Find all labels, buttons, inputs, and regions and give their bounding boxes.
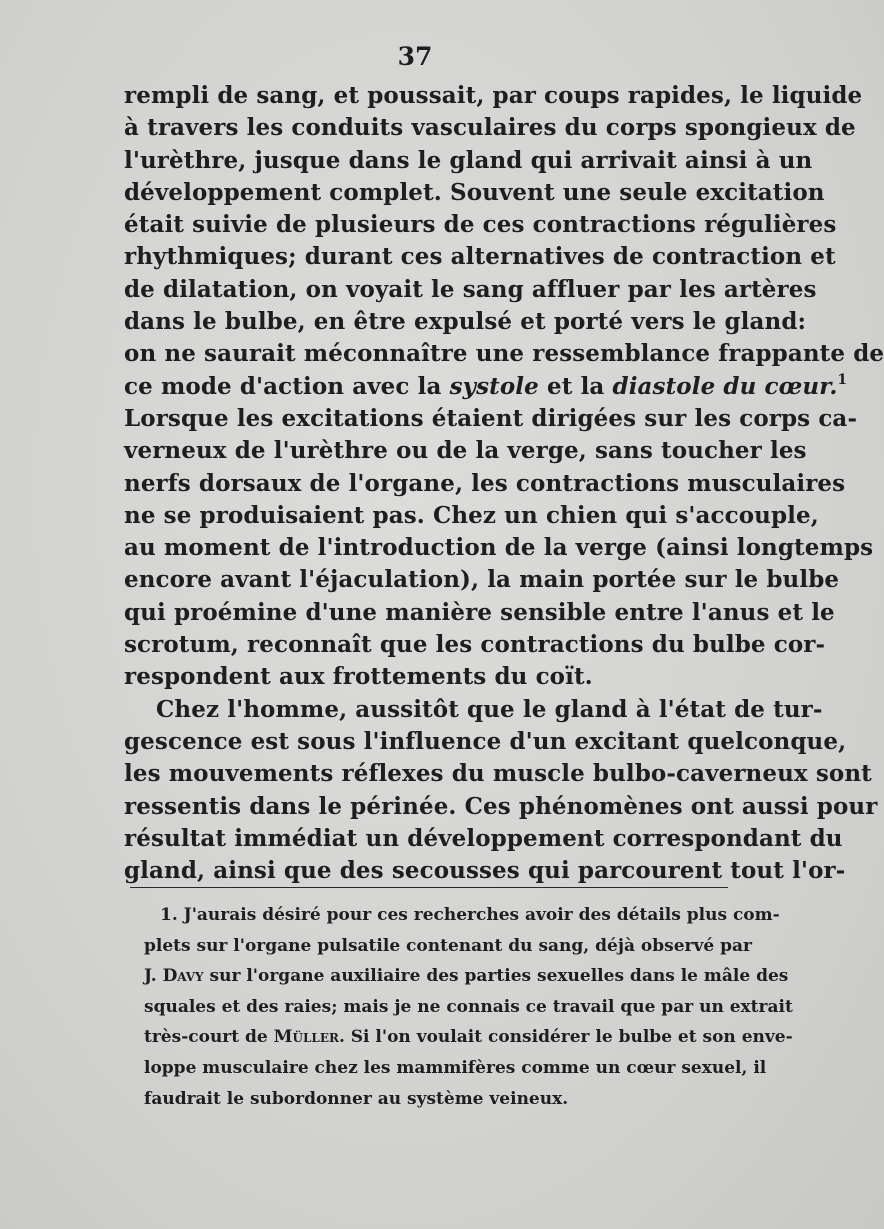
footnote-line xyxy=(144,1022,793,1053)
author-name-davy: Davy xyxy=(162,966,204,987)
italic-systole: systole xyxy=(449,372,539,400)
text-segment: J. xyxy=(144,966,163,987)
text-line: respondent aux frottements du coït. xyxy=(124,663,593,691)
text-line: les mouvements réflexes du muscle bulbo-caverneux sont xyxy=(124,760,872,788)
footnote-line: squales et des raies; mais je ne connais ce travail que par un extrait xyxy=(144,996,793,1017)
author-name-muller: Müller xyxy=(273,1027,339,1048)
text-line: l'urèthre, jusque dans le gland qui arrivait ainsi à un xyxy=(124,146,813,174)
text-line: au moment de l'introduction de la verge (ainsi longtemps xyxy=(124,534,874,562)
text-line: était suivie de plusieurs de ces contractions régulières xyxy=(124,211,837,239)
text-line: rhythmiques; durant ces alternatives de contraction et xyxy=(124,243,836,271)
text-line: on ne saurait méconnaître une ressemblance frappante de xyxy=(124,340,884,368)
italic-diastole: diastole du cœur. xyxy=(612,372,838,400)
text-segment: ce mode d'action avec la xyxy=(124,372,450,400)
text-line: gescence est sous l'influence d'un excitant quelconque, xyxy=(124,727,847,755)
text-line: nerfs dorsaux de l'organe, les contractions musculaires xyxy=(124,469,846,497)
text-segment: très-court de xyxy=(144,1027,274,1048)
text-segment: . Si l'on voulait considérer le bulbe et son enve- xyxy=(338,1027,793,1048)
footnote-divider xyxy=(130,887,728,888)
text-line: scrotum, reconnaît que les contractions du bulbe cor- xyxy=(124,631,826,659)
text-line: à travers les conduits vasculaires du corps spongieux de xyxy=(124,114,856,142)
footnote-line: faudrait le subordonner au système veineux. xyxy=(144,1088,569,1109)
footnote-line: loppe musculaire chez les mammifères comme un cœur sexuel, il xyxy=(144,1057,767,1078)
text-line: rempli de sang, et poussait, par coups rapides, le liquide xyxy=(124,82,863,109)
footnote-line: plets sur l'organe pulsatile contenant du sang, déjà observé par xyxy=(144,935,752,956)
footnote xyxy=(144,900,793,1114)
footnote-line: 1. J'aurais désiré pour ces recherches avoir des détails plus com- xyxy=(160,905,780,925)
text-line: verneux de l'urèthre ou de la verge, sans toucher les xyxy=(124,437,807,465)
text-line: développement complet. Souvent une seule excitation xyxy=(124,178,825,206)
footnote-reference[interactable]: 1 xyxy=(837,371,848,388)
text-line xyxy=(124,371,848,403)
text-line: gland, ainsi que des secousses qui parcourent tout l'or- xyxy=(124,857,846,885)
text-segment: et la xyxy=(538,372,613,400)
text-line: Lorsque les excitations étaient dirigées sur les corps ca- xyxy=(124,404,858,432)
text-line: qui proémine d'une manière sensible entre l'anus et le xyxy=(124,598,835,626)
text-line: ressentis dans le périnée. Ces phénomènes ont aussi pour xyxy=(124,792,878,820)
paragraph-start-line: Chez l'homme, aussitôt que le gland à l'état de tur- xyxy=(156,695,823,723)
text-line: résultat immédiat un développement correspondant du xyxy=(124,824,843,852)
text-segment: sur l'organe auxiliaire des parties sexuelles dans le mâle des xyxy=(203,966,789,987)
body-text xyxy=(124,80,884,887)
footnote-line xyxy=(144,961,789,992)
text-line: de dilatation, on voyait le sang affluer par les artères xyxy=(124,275,817,303)
page-number: 37 xyxy=(397,42,433,71)
text-line: ne se produisaient pas. Chez un chien qui s'accouple, xyxy=(124,501,819,529)
text-line: encore avant l'éjaculation), la main portée sur le bulbe xyxy=(124,566,840,594)
text-line: dans le bulbe, en être expulsé et porté vers le gland: xyxy=(124,308,807,336)
